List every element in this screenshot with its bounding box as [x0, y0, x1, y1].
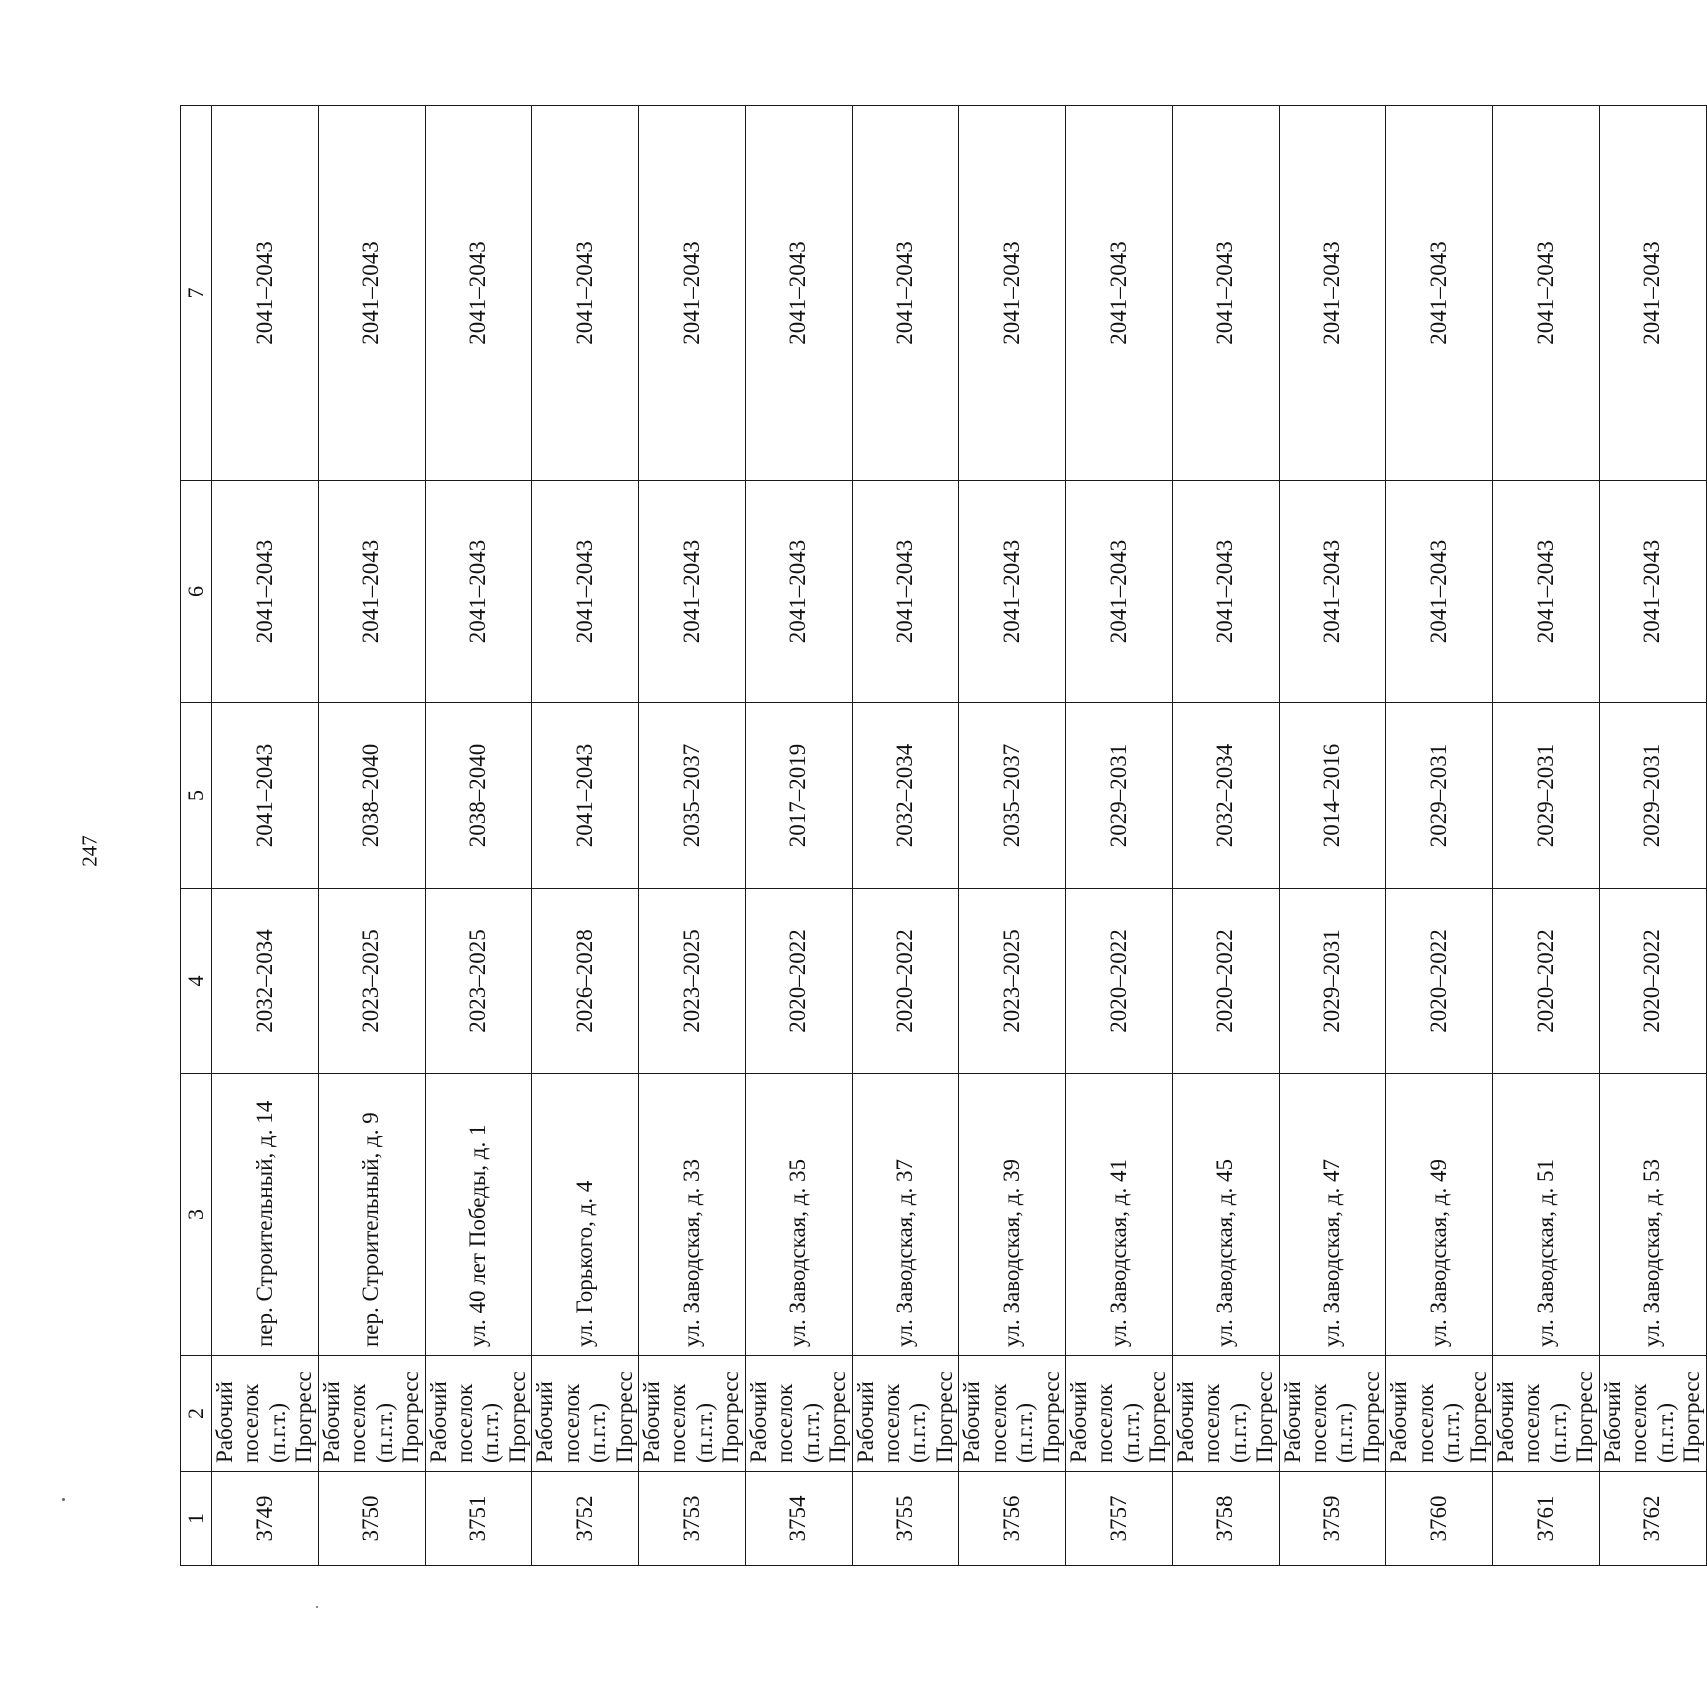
row-number-cell: 3750: [318, 1472, 425, 1566]
address-cell: ул. Заводская, д. 45: [1172, 1074, 1279, 1356]
address-cell: ул. Заводская, д. 51: [1493, 1074, 1600, 1356]
period-cell-col5: 2029–2031: [1493, 703, 1600, 889]
header-row: [181, 106, 212, 1566]
table-row: [1066, 106, 1173, 1566]
row-number-cell: 3759: [1279, 1472, 1386, 1566]
address-cell: пер. Строительный, д. 9: [318, 1074, 425, 1356]
period-cell-col5: 2029–2031: [1599, 703, 1706, 889]
period-cell-col4: 2032–2034: [212, 889, 319, 1074]
address-cell: ул. Заводская, д. 33: [639, 1074, 746, 1356]
row-number-cell: 3754: [745, 1472, 852, 1566]
period-cell-col5: 2041–2043: [532, 703, 639, 889]
column-header-3: 3: [181, 1074, 212, 1356]
table-row: [1386, 106, 1493, 1566]
period-cell-col6: 2041–2043: [639, 481, 746, 703]
period-cell-col6: 2041–2043: [1493, 481, 1600, 703]
period-cell-col6: 2041–2043: [959, 481, 1066, 703]
address-cell: ул. Заводская, д. 53: [1599, 1074, 1706, 1356]
settlement-cell: Рабочий поселок (п.г.т.) Прогресс: [745, 1356, 852, 1472]
column-header-2: 2: [181, 1356, 212, 1472]
period-cell-col7: 2041–2043: [745, 106, 852, 481]
period-cell-col7: 2041–2043: [852, 106, 959, 481]
address-cell: пер. Строительный, д. 14: [212, 1074, 319, 1356]
period-cell-col5: 2038–2040: [425, 703, 532, 889]
settlement-cell: Рабочий поселок (п.г.т.) Прогресс: [1279, 1356, 1386, 1472]
period-cell-col4: 2026–2028: [532, 889, 639, 1074]
period-cell-col5: 2041–2043: [212, 703, 319, 889]
row-number-cell: 3755: [852, 1472, 959, 1566]
period-cell-col4: 2023–2025: [318, 889, 425, 1074]
period-cell-col4: 2023–2025: [639, 889, 746, 1074]
address-cell: ул. Горького, д. 4: [532, 1074, 639, 1356]
table-row: [1599, 106, 1706, 1566]
row-number-cell: 3749: [212, 1472, 319, 1566]
period-cell-col5: 2017–2019: [745, 703, 852, 889]
period-cell-col7: 2041–2043: [212, 106, 319, 481]
table-row: [639, 106, 746, 1566]
rotated-table-container: [180, 106, 1705, 1566]
period-cell-col4: 2020–2022: [745, 889, 852, 1074]
row-number-cell: 3753: [639, 1472, 746, 1566]
address-cell: ул. Заводская, д. 35: [745, 1074, 852, 1356]
period-cell-col4: 2020–2022: [1599, 889, 1706, 1074]
period-cell-col4: 2020–2022: [1066, 889, 1173, 1074]
settlement-cell: Рабочий поселок (п.г.т.) Прогресс: [959, 1356, 1066, 1472]
period-cell-col4: 2029–2031: [1279, 889, 1386, 1074]
period-cell-col4: 2023–2025: [959, 889, 1066, 1074]
period-cell-col5: 2029–2031: [1066, 703, 1173, 889]
settlement-cell: Рабочий поселок (п.г.т.) Прогресс: [1386, 1356, 1493, 1472]
period-cell-col6: 2041–2043: [532, 481, 639, 703]
settlement-cell: Рабочий поселок (п.г.т.) Прогресс: [1599, 1356, 1706, 1472]
period-cell-col7: 2041–2043: [425, 106, 532, 481]
settlement-cell: Рабочий поселок (п.г.т.) Прогресс: [532, 1356, 639, 1472]
period-cell-col6: 2041–2043: [1066, 481, 1173, 703]
row-number-cell: 3761: [1493, 1472, 1600, 1566]
scan-speck: [62, 1498, 65, 1501]
period-cell-col5: 2035–2037: [959, 703, 1066, 889]
address-cell: ул. 40 лет Победы, д. 1: [425, 1074, 532, 1356]
page-number: 247: [77, 835, 102, 867]
settlement-cell: Рабочий поселок (п.г.т.) Прогресс: [318, 1356, 425, 1472]
period-cell-col7: 2041–2043: [1493, 106, 1600, 481]
period-cell-col6: 2041–2043: [318, 481, 425, 703]
row-number-cell: 3760: [1386, 1472, 1493, 1566]
settlement-cell: Рабочий поселок (п.г.т.) Прогресс: [1066, 1356, 1173, 1472]
address-cell: ул. Заводская, д. 41: [1066, 1074, 1173, 1356]
table-row: [318, 106, 425, 1566]
period-cell-col5: 2032–2034: [852, 703, 959, 889]
settlement-cell: Рабочий поселок (п.г.т.) Прогресс: [425, 1356, 532, 1472]
row-number-cell: 3751: [425, 1472, 532, 1566]
table-row: [959, 106, 1066, 1566]
table-row: [1493, 106, 1600, 1566]
address-cell: ул. Заводская, д. 37: [852, 1074, 959, 1356]
table-row: [1279, 106, 1386, 1566]
table-row: [1172, 106, 1279, 1566]
period-cell-col7: 2041–2043: [532, 106, 639, 481]
period-cell-col5: 2014–2016: [1279, 703, 1386, 889]
period-cell-col6: 2041–2043: [1172, 481, 1279, 703]
column-header-4: 4: [181, 889, 212, 1074]
settlement-cell: Рабочий поселок (п.г.т.) Прогресс: [639, 1356, 746, 1472]
settlement-cell: Рабочий поселок (п.г.т.) Прогресс: [852, 1356, 959, 1472]
period-cell-col6: 2041–2043: [1599, 481, 1706, 703]
period-cell-col7: 2041–2043: [1599, 106, 1706, 481]
column-header-6: 6: [181, 481, 212, 703]
settlement-cell: Рабочий поселок (п.г.т.) Прогресс: [1493, 1356, 1600, 1472]
period-cell-col4: 2023–2025: [425, 889, 532, 1074]
period-cell-col7: 2041–2043: [1279, 106, 1386, 481]
period-cell-col6: 2041–2043: [212, 481, 319, 703]
period-cell-col7: 2041–2043: [1386, 106, 1493, 481]
period-cell-col5: 2029–2031: [1386, 703, 1493, 889]
row-number-cell: 3758: [1172, 1472, 1279, 1566]
scan-speck: [316, 1606, 318, 1608]
period-cell-col5: 2035–2037: [639, 703, 746, 889]
period-cell-col4: 2020–2022: [852, 889, 959, 1074]
table-row: [425, 106, 532, 1566]
period-cell-col7: 2041–2043: [639, 106, 746, 481]
table-row: [532, 106, 639, 1566]
period-cell-col4: 2020–2022: [1172, 889, 1279, 1074]
settlement-cell: Рабочий поселок (п.г.т.) Прогресс: [212, 1356, 319, 1472]
period-cell-col6: 2041–2043: [745, 481, 852, 703]
row-number-cell: 3762: [1599, 1472, 1706, 1566]
table-body: [212, 106, 1707, 1566]
settlement-cell: Рабочий поселок (п.г.т.) Прогресс: [1172, 1356, 1279, 1472]
period-cell-col4: 2020–2022: [1493, 889, 1600, 1074]
address-cell: ул. Заводская, д. 47: [1279, 1074, 1386, 1356]
period-cell-col5: 2038–2040: [318, 703, 425, 889]
table-row: [745, 106, 852, 1566]
period-cell-col7: 2041–2043: [959, 106, 1066, 481]
address-cell: ул. Заводская, д. 39: [959, 1074, 1066, 1356]
period-cell-col7: 2041–2043: [1172, 106, 1279, 481]
table-region: [180, 106, 1705, 1566]
table-row: [212, 106, 319, 1566]
period-cell-col6: 2041–2043: [425, 481, 532, 703]
period-cell-col4: 2020–2022: [1386, 889, 1493, 1074]
column-header-5: 5: [181, 703, 212, 889]
period-cell-col7: 2041–2043: [318, 106, 425, 481]
address-cell: ул. Заводская, д. 49: [1386, 1074, 1493, 1356]
period-cell-col5: 2032–2034: [1172, 703, 1279, 889]
column-header-1: 1: [181, 1472, 212, 1566]
row-number-cell: 3752: [532, 1472, 639, 1566]
column-header-7: 7: [181, 106, 212, 481]
period-cell-col6: 2041–2043: [1279, 481, 1386, 703]
row-number-cell: 3756: [959, 1472, 1066, 1566]
period-cell-col7: 2041–2043: [1066, 106, 1173, 481]
schedule-table: [180, 105, 1707, 1566]
table-row: [852, 106, 959, 1566]
row-number-cell: 3757: [1066, 1472, 1173, 1566]
table-header: [181, 106, 212, 1566]
period-cell-col6: 2041–2043: [1386, 481, 1493, 703]
period-cell-col6: 2041–2043: [852, 481, 959, 703]
